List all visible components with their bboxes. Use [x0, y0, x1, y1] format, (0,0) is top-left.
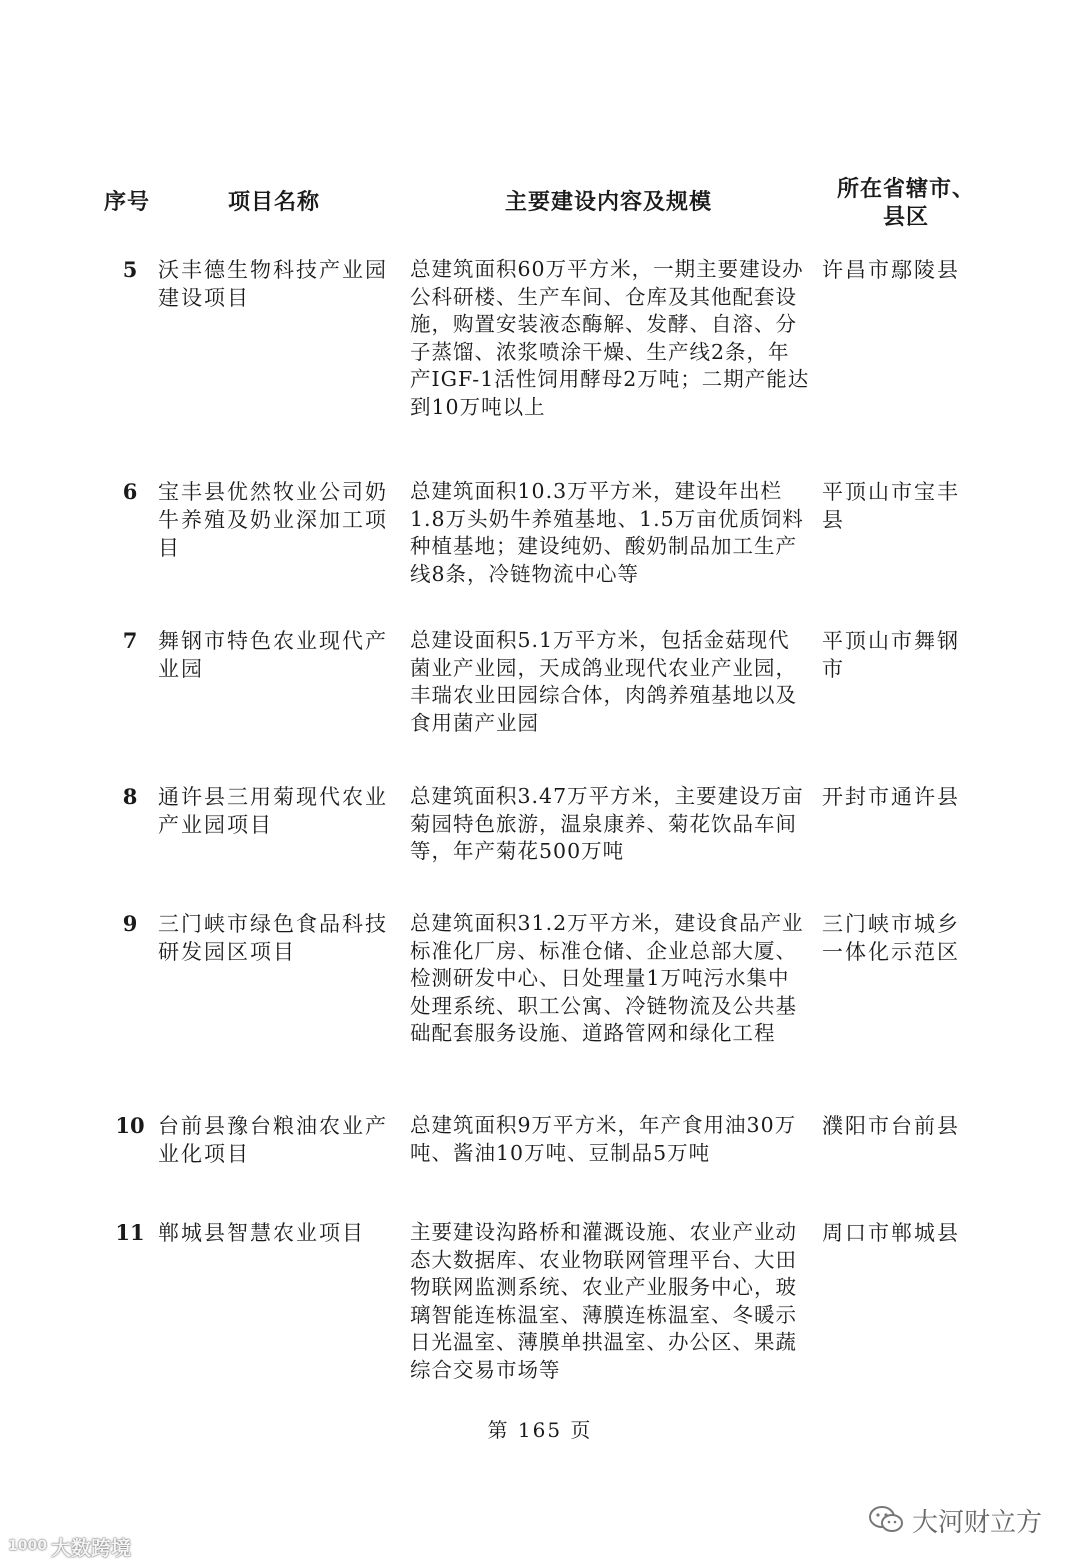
row-number: 9 [122, 911, 138, 936]
header-project-name: 项目名称 [228, 190, 321, 215]
row-content: 总建筑面积60万平方米，一期主要建设办公科研楼、生产车间、仓库及其他配套设施，购置安装液态酶解、发酵、自溶、分子蒸馏、浓浆喷涂干燥、生产线2条，年产IGF-1活性饲用酵母2万吨；二期产能达到10万吨以上 [410, 257, 810, 419]
watermark-source [8, 1531, 131, 1561]
wechat-icon [868, 1505, 904, 1535]
header-construction-content: 主要建设内容及规模 [505, 190, 713, 215]
row-project-name: 台前县豫台粮油农业产业化项目 [158, 1114, 388, 1166]
row-content: 总建筑面积3.47万平方米，主要建设万亩菊园特色旅游，温泉康养、菊花饮品车间等，年产菊花500万吨 [410, 784, 804, 863]
header-serial-number: 序号 [104, 190, 151, 215]
row-project-name: 通许县三用菊现代农业产业园项目 [158, 785, 388, 837]
row-location: 许昌市鄢陵县 [822, 258, 960, 282]
watermark-brand [868, 1500, 1042, 1540]
row-number: 10 [115, 1113, 145, 1138]
row-number: 6 [122, 479, 138, 504]
watermark-brand-text: 大河财立方 [912, 1507, 1043, 1538]
row-number: 5 [122, 257, 138, 282]
row-content: 总建筑面积9万平方米，年产食用油30万吨、酱油10万吨、豆制品5万吨 [410, 1113, 797, 1165]
row-project-name: 三门峡市绿色食品科技研发园区项目 [158, 912, 388, 964]
watermark-source-text: 大数跨境 [50, 1535, 131, 1560]
row-location: 三门峡市城乡一体化示范区 [822, 912, 960, 964]
page-number: 第 165 页 [487, 1418, 593, 1442]
row-project-name: 舞钢市特色农业现代产业园 [158, 629, 388, 681]
header-location-line2: 县区 [882, 205, 929, 230]
row-location: 周口市郸城县 [822, 1221, 960, 1245]
row-content: 总建筑面积10.3万平方米，建设年出栏1.8万头奶牛养殖基地、1.5万亩优质饲料种植基地；建设纯奶、酸奶制品加工生产线8条，冷链物流中心等 [410, 479, 804, 586]
row-location: 濮阳市台前县 [822, 1114, 960, 1138]
row-content: 总建筑面积31.2万平方米，建设食品产业标准化厂房、标准仓储、企业总部大厦、检测研发中心、日处理量1万吨污水集中处理系统、职工公寓、冷链物流及公共基础配套服务设施、道路管网和绿化工程 [410, 911, 804, 1045]
header-location-line1: 所在省辖市、 [836, 177, 975, 202]
row-location: 平顶山市舞钢市 [822, 629, 960, 681]
row-number: 8 [122, 784, 138, 809]
row-number: 11 [115, 1220, 145, 1245]
row-content: 总建设面积5.1万平方米，包括金菇现代菌业产业园，天成鸽业现代农业产业园，丰瑞农业田园综合体，肉鸽养殖基地以及食用菌产业园 [410, 628, 797, 735]
header-location [836, 176, 976, 232]
row-content: 主要建设沟路桥和灌溉设施、农业产业动态大数据库、农业物联网管理平台、大田物联网监测系统、农业产业服务中心，玻璃智能连栋温室、薄膜连栋温室、冬暖示日光温室、薄膜单拱温室、办公区、果蔬综合交易市场等 [410, 1220, 797, 1382]
row-location: 平顶山市宝丰县 [822, 480, 960, 532]
row-project-name: 沃丰德生物科技产业园建设项目 [158, 258, 388, 310]
row-project-name: 郸城县智慧农业项目 [158, 1221, 365, 1245]
row-number: 7 [122, 628, 138, 653]
row-location: 开封市通许县 [822, 785, 960, 809]
watermark-logo: 1000 [8, 1538, 47, 1554]
row-project-name: 宝丰县优然牧业公司奶牛养殖及奶业深加工项目 [158, 480, 388, 560]
